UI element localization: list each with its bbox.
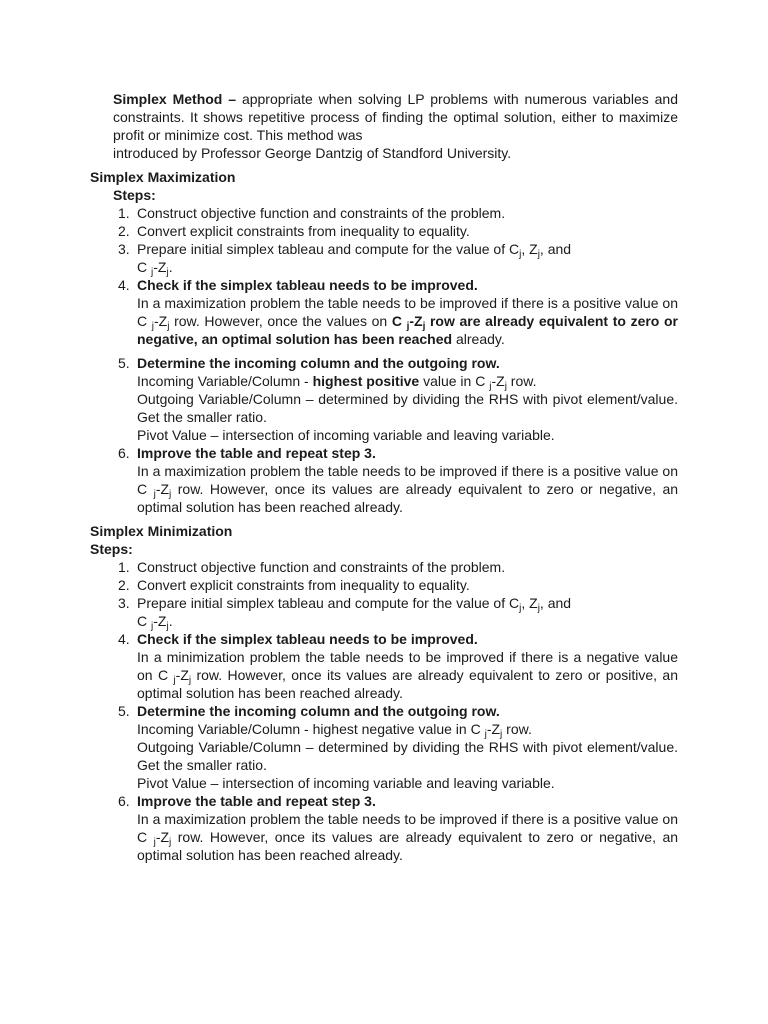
text-run: Outgoing Variable/Column – determined by dividing the RHS with pivot element/value. Get the smaller ratio. [137,739,678,773]
step-number: 6. [118,445,130,461]
text-run: j [151,321,154,332]
step-content [137,576,678,594]
step-item [118,702,678,792]
step-body-line [137,576,678,594]
text-run: Convert explicit constraints from inequality to equality. [137,223,470,239]
text-run: C [391,313,407,329]
text-run: Improve the table and repeat step 3. [137,445,376,461]
text-run: j [169,489,172,500]
step-content [137,204,678,222]
step-heading [137,444,678,462]
step-item [118,594,678,630]
step-content [137,702,678,792]
text-run: j [188,675,192,686]
step-number: 5. [118,355,130,371]
step-body-line [137,594,678,612]
text-run: j [500,729,503,740]
step-body-line [137,390,678,426]
text-run: , and [539,241,572,257]
step-list [118,204,678,516]
step-body-line [137,240,678,258]
text-run: j [422,321,426,332]
step-item [118,630,678,702]
text-run: -Z [155,829,170,845]
text-run: row. However, once its values are already equivalent to zero or negative, an optimal solution has been reached already. [137,481,679,515]
text-run: j [153,489,156,500]
step-item [118,222,678,240]
text-run: j [537,603,540,614]
step-number: 3. [118,241,130,257]
step-number: 6. [118,793,130,809]
text-run: already. [452,331,505,347]
section-minimization [90,522,678,864]
step-heading [137,630,678,648]
text-run: Incoming Variable/Column - highest negative value in C [137,721,485,737]
step-content [137,792,678,864]
section-maximization [90,168,678,516]
step-item [118,558,678,576]
text-run: Construct objective function and constraints of the problem. [137,559,506,575]
step-body-line [137,426,678,444]
step-content [137,222,678,240]
steps-label: Steps: [113,187,156,203]
text-run: -Z [153,613,167,629]
text-run: value in C [419,373,490,389]
text-run: j [519,603,522,614]
step-number: 1. [118,559,130,575]
step-heading [137,702,678,720]
text-run: Check if the simplex tableau needs to be improved. [137,277,478,293]
step-content [137,354,678,444]
step-body-line [137,774,678,792]
text-run: j [151,267,154,278]
text-run: row. However, once its values are already equivalent to zero or positive, an optimal solution has been reached already. [137,667,678,701]
text-run: row. However, once its values are already equivalent to zero or negative, an optimal solution has been reached already. [137,829,679,863]
text-run: j [167,321,170,332]
step-heading [137,354,678,372]
text-run: row are already equivalent to zero or negative, an optimal solution has been reached [137,313,678,347]
text-run: Prepare initial simplex tableau and compute for the value of C [137,241,520,257]
text-run: Pivot Value – intersection of incoming variable and leaving variable. [137,775,555,791]
text-run: , Z [521,241,538,257]
text-run: j [519,249,522,260]
text-run: -Z [409,313,423,329]
step-body-line [137,258,678,276]
text-run: . [168,613,173,629]
step-item [118,276,678,348]
text-run: j [504,381,507,392]
text-run: j [489,381,492,392]
step-number: 4. [118,631,130,647]
text-run: Construct objective function and constraints of the problem. [137,205,506,221]
text-run: Determine the incoming column and the outgoing row. [137,355,500,371]
text-run: -Z [155,481,170,497]
text-run: row. [506,373,537,389]
text-run: Outgoing Variable/Column – determined by dividing the RHS with pivot element/value. Get the smaller ratio. [137,391,678,425]
step-body-line [137,648,678,702]
step-body-line [137,372,678,390]
text-run: , Z [521,595,538,611]
step-body-line [137,222,678,240]
text-run: Check if the simplex tableau needs to be improved. [137,631,478,647]
step-content [137,444,678,516]
step-body-line [137,738,678,774]
step-content [137,630,678,702]
text-run: In a minimization problem the table needs to be improved if there is a negative value on C [137,649,678,683]
text-run: C [137,613,151,629]
section-title: Simplex Maximization [90,169,236,185]
step-number: 1. [118,205,130,221]
intro-continuation [113,144,678,162]
text-run: Simplex Method – [113,91,242,107]
steps-label: Steps: [90,541,133,557]
step-item [118,204,678,222]
section-title: Simplex Minimization [90,523,233,539]
step-content [137,594,678,630]
text-run: row. [502,721,532,737]
text-run: j [406,321,410,332]
text-run: introduced by Professor George Dantzig of Standford University. [113,145,512,161]
step-number: 3. [118,595,130,611]
text-run: j [153,837,156,848]
text-run: Improve the table and repeat step 3. [137,793,376,809]
text-run: Convert explicit constraints from inequality to equality. [137,577,470,593]
step-item [118,240,678,276]
text-run: j [169,837,172,848]
step-number: 2. [118,577,130,593]
step-heading [137,276,678,294]
step-list [118,558,678,864]
text-run: . [168,259,173,275]
text-run: C [137,259,151,275]
text-run: j [151,621,154,632]
text-run: , and [539,595,572,611]
step-number: 4. [118,277,130,293]
text-run: row. However, once the values on [169,313,392,329]
text-run: j [484,729,487,740]
step-number: 5. [118,703,130,719]
text-run: -Z [491,373,505,389]
step-body-line [137,558,678,576]
step-body-line [137,720,678,738]
text-run: Prepare initial simplex tableau and compute for the value of C [137,595,520,611]
intro-paragraph [113,90,678,144]
step-body-line [137,204,678,222]
step-item [118,354,678,444]
text-run: Determine the incoming column and the outgoing row. [137,703,500,719]
text-run: j [537,249,540,260]
step-body-line [137,462,678,516]
text-run: Pivot Value – intersection of incoming variable and leaving variable. [137,427,555,443]
text-run: -Z [175,667,189,683]
text-run: j [166,621,169,632]
text-run: appropriate when solving LP problems with numerous variables and constraints. It shows repetitive process of finding the optimal solution, either to maximize profit or minimize cost. This method was [113,91,678,143]
step-body-line [137,294,678,348]
step-content [137,240,678,276]
step-heading [137,792,678,810]
text-run: -Z [153,313,168,329]
step-content [137,558,678,576]
step-body-line [137,810,678,864]
text-run: -Z [153,259,167,275]
step-item [118,792,678,864]
text-run: j [166,267,169,278]
text-run: Incoming Variable/Column - [137,373,313,389]
step-item [118,576,678,594]
text-run: highest positive [312,373,420,389]
step-item [118,444,678,516]
text-run: j [173,675,176,686]
step-content [137,276,678,348]
step-body-line [137,612,678,630]
text-run: In a maximization problem the table needs to be improved if there is a positive value on C [137,295,678,329]
step-number: 2. [118,223,130,239]
text-run: -Z [486,721,501,737]
text-run: In a maximization problem the table needs to be improved if there is a positive value on C [137,463,678,497]
text-run: In a maximization problem the table needs to be improved if there is a positive value on C [137,811,678,845]
